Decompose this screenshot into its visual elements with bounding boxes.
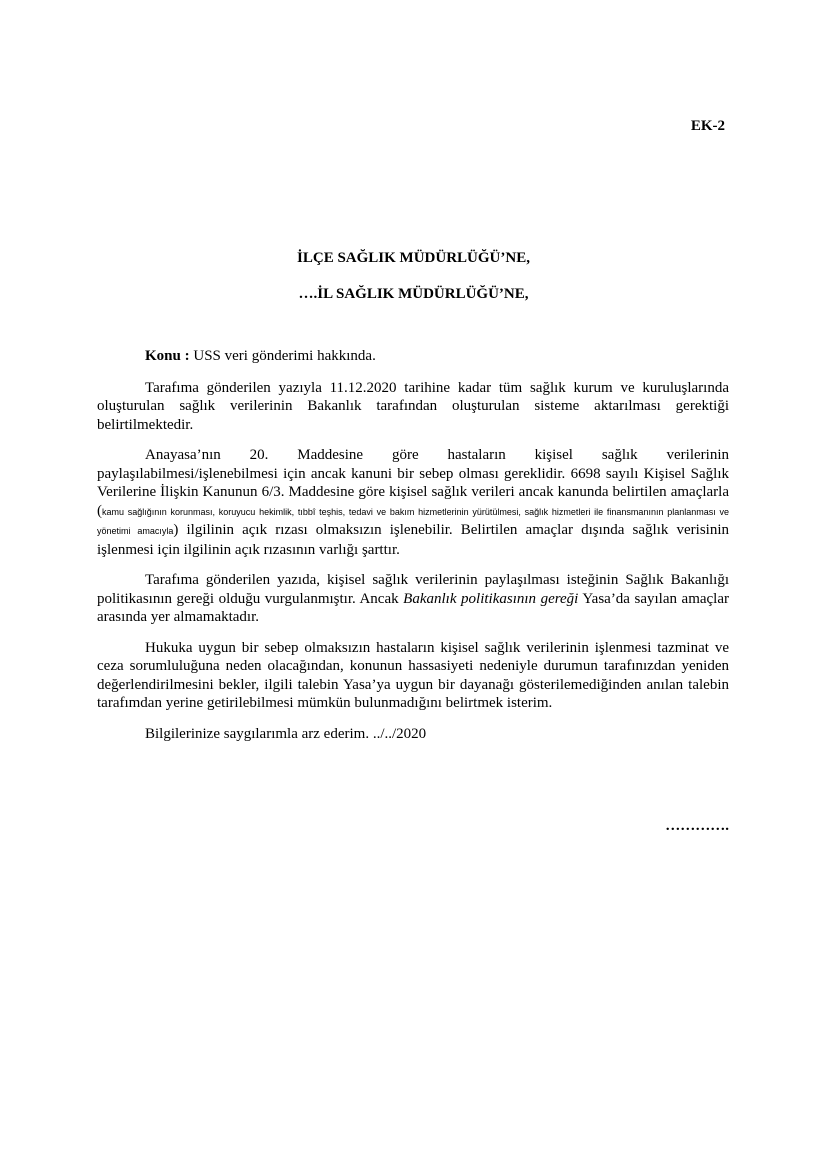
addressee-line-1: İLÇE SAĞLIK MÜDÜRLÜĞÜ’NE,: [297, 250, 530, 266]
paragraph-2-part-b: ) ilgilinin açık rızası olmaksızın işlenebilir. Belirtilen amaçlar dışında sağlık verisinin işlenmesi için ilgilinin açık rızasının varlığı şarttır.: [97, 522, 729, 558]
annex-label: EK-2: [690, 118, 725, 134]
signature-placeholder: ………….: [665, 818, 729, 834]
paragraph-2-purposes: kamu sağlığının korunması, koruyucu hekimlik, tıbbî teşhis, tedavi ve bakım hizmetlerinin yürütülmesi, sağlık hizmetleri ile finansmanının planlanması ve yönetimi amacıyla: [97, 506, 729, 536]
subject-label: Konu :: [145, 348, 190, 364]
paragraph-3-italic: Bakanlık politikasının gereği: [403, 590, 579, 607]
paragraph-3-part-a: Tarafıma gönderilen yazıda, kişisel sağlık verilerinin paylaşılması isteğinin Sağlık Bakanlığı politikasının gereği olduğu vurgulanmıştır. Ancak: [97, 572, 729, 607]
paragraph-3: [97, 571, 729, 627]
paragraph-1: Tarafıma gönderilen yazıyla 11.12.2020 tarihine kadar tüm sağlık kurum ve kuruluşlarında oluşturulan sağlık verilerinin Bakanlık tarafından oluşturulan sisteme aktarılması gerektiği belirtilmektedir.: [97, 379, 729, 433]
paragraph-2-part-a: Anayasa’nın 20. Maddesine göre hastaların kişisel sağlık verilerinin paylaşılabilmesi/işlenebilmesi için ancak kanuni bir sebep olması gereklidir. 6698 sayılı Kişisel Sağlık Verilerine İlişkin Kanunun 6/3. Maddesine göre kişisel sağlık verileri ancak kanunda belirtilen amaçlarla (: [97, 447, 729, 519]
subject-line: [97, 347, 729, 366]
letter-body: [97, 347, 729, 755]
subject-text: USS veri gönderimi hakkında.: [189, 348, 376, 364]
paragraph-3-part-b: Yasa’da sayılan amaçlar arasında yer almamaktadır.: [97, 590, 730, 625]
paragraph-2: [97, 446, 729, 559]
closing-paragraph: Bilgilerinize saygılarımla arz ederim. ../../2020: [145, 725, 427, 742]
paragraph-4: Hukuka uygun bir sebep olmaksızın hastaların kişisel sağlık verilerinin işlenmesi tazminat ve ceza sorumluluğuna neden olacağından, konunun hassasiyeti nedeniyle durumun tarafınızdan yeniden değerlendirilmesini bekler, ilgili talebin Yasa’ya uygun bir dayanağı gösterilemediğinden anılan talebin tarafımdan yerine getirilebilmesi mümkün bulunmadığını belirtmek isterim.: [97, 639, 729, 711]
addressee-line-2: ….İL SAĞLIK MÜDÜRLÜĞÜ’NE,: [298, 286, 529, 302]
